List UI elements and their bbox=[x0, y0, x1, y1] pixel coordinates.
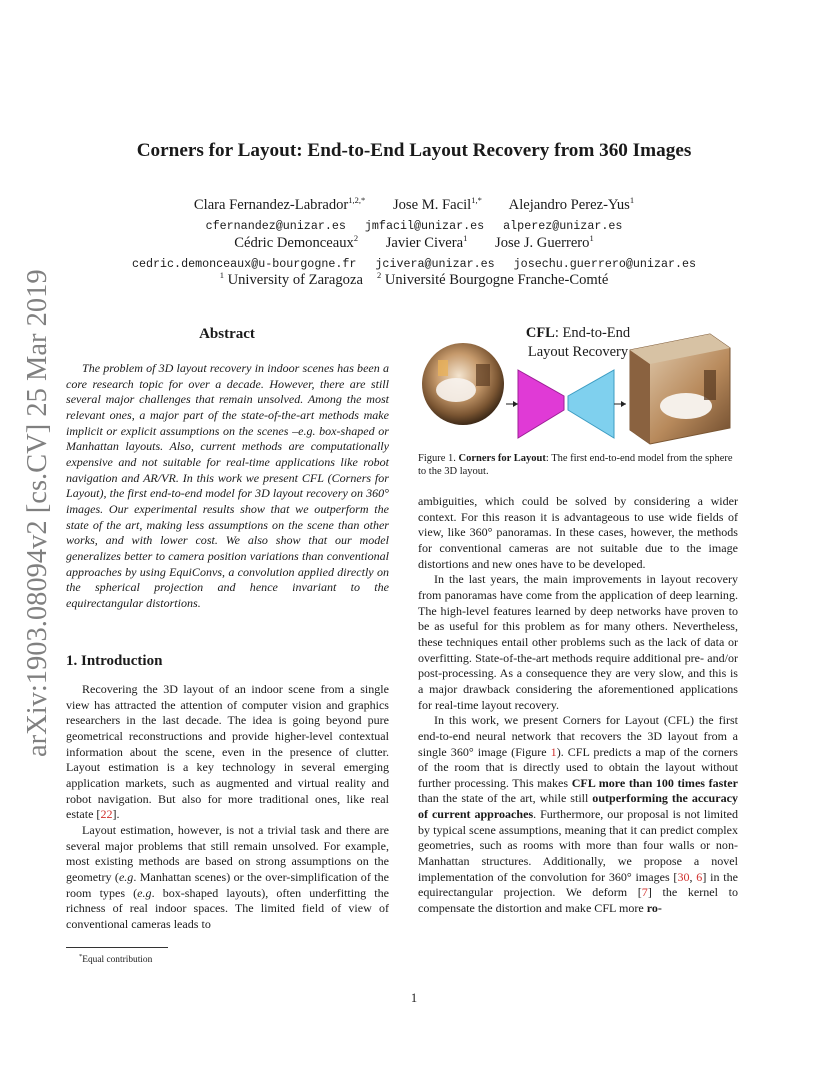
text: . box-shaped layouts), often underfitting the richness of real indoor spaces. The limited field of view of conventional cameras leads to bbox=[66, 885, 389, 931]
text: , bbox=[689, 869, 697, 884]
text: . Furthermore, our proposal is not limited by typical scene assumptions, meaning that it can predict complex geometries, such as rooms with more than four walls or non-Manhattan structures. Additionally, we propose a novel implementation of the convolution for 360° images [ bbox=[418, 807, 738, 884]
author-name: Alejandro Perez-Yus bbox=[508, 196, 630, 213]
citation-link[interactable]: 6 bbox=[696, 869, 703, 884]
email-row-1 bbox=[0, 219, 828, 233]
affiliation-name: Université Bourgogne Franche-Comté bbox=[384, 271, 609, 288]
figure-1-title bbox=[478, 324, 678, 362]
author-email: jmfacil@unizar.es bbox=[364, 219, 485, 233]
author-name: Cédric Demonceaux bbox=[234, 234, 354, 251]
text: Layout estimation, however, is not a trivial task and there are several major problems that still remain unsolved. For example, most existing methods are based on strong assumptions on the geometry ( bbox=[66, 822, 389, 884]
right-paragraph-2: In the last years, the main improvements in layout recovery from panoramas have come from the application of deep learning. The high-level features learned by deep networks have proven to be as useful for this problem as for many others. Nevertheless, these techniques entail other problems such as the lack of data or overfitting. State-of-the-art methods require additional pre- and/or post-processing. As a consequence they are very slow, and this is a major drawback considering the aforementioned applications for real-time layout recovery. bbox=[418, 572, 738, 712]
right-paragraph-3 bbox=[418, 713, 738, 917]
decoder-block bbox=[568, 370, 614, 438]
abstract-text bbox=[66, 361, 389, 612]
author-row-2 bbox=[0, 233, 828, 252]
author-email: jcivera@unizar.es bbox=[375, 257, 495, 271]
affiliation-mark: 2 bbox=[376, 270, 382, 280]
figure-title-line2: Layout Recovery bbox=[527, 344, 629, 360]
sphere-lamp bbox=[438, 360, 448, 376]
text-bold: outperforming the accuracy of current approaches bbox=[418, 791, 738, 822]
citation-link[interactable]: 7 bbox=[641, 885, 648, 900]
author-name: Jose M. Facil bbox=[392, 196, 472, 213]
author-name: Javier Civera bbox=[385, 234, 464, 251]
author-row-1 bbox=[0, 195, 828, 214]
right-column bbox=[418, 494, 738, 917]
caption-rest: : The first end-to-end model from the sphere to the 3D layout. bbox=[418, 453, 733, 478]
abstract-heading: Abstract bbox=[199, 326, 255, 342]
author-affiliation-mark: 1,* bbox=[471, 195, 482, 205]
affiliation-mark: 1 bbox=[219, 270, 224, 280]
author-affiliation-mark: 1,2,* bbox=[348, 195, 366, 205]
intro-paragraph-1 bbox=[66, 682, 389, 823]
intro-column bbox=[66, 682, 389, 933]
text: ). CFL predicts a map of the corners of the room that is directly used to obtain the layout without further processing. This makes bbox=[418, 744, 738, 790]
paper-title: Corners for Layout: End-to-End Layout Recovery from 360 Images bbox=[136, 140, 692, 161]
figure-1-caption bbox=[418, 452, 740, 479]
text-bold: ro- bbox=[646, 901, 662, 916]
author-email: josechu.guerrero@unizar.es bbox=[513, 257, 697, 271]
affiliations bbox=[0, 270, 828, 289]
citation-link[interactable]: 22 bbox=[100, 807, 113, 822]
footnote-text: Equal contribution bbox=[82, 955, 153, 966]
author-affiliation-mark: 1 bbox=[629, 195, 635, 205]
text: Recovering the 3D layout of an indoor scene from a single view has attracted the attention of computer vision and graphics researchers in the last decade. The idea is going beyond pure geometrical reconstructions and provide higher-level contextual information about the scene, even in the presence of clutter. Layout estimation is a key technology in several emerging application markets, such as augmented and virtual reality and robot navigation. But also for more traditional ones, like real estate [ bbox=[66, 682, 389, 822]
figure-title-rest: : End-to-End bbox=[554, 325, 631, 341]
figure-link[interactable]: 1 bbox=[550, 744, 557, 759]
email-row-2 bbox=[0, 257, 828, 271]
author-email: cfernandez@unizar.es bbox=[205, 219, 346, 233]
footnote bbox=[79, 953, 152, 965]
author-name: Jose J. Guerrero bbox=[495, 234, 590, 251]
footnote-rule bbox=[66, 947, 168, 948]
figure-1 bbox=[418, 320, 738, 452]
sphere-door bbox=[476, 364, 490, 386]
author-email: alperez@unizar.es bbox=[503, 219, 623, 233]
caption-prefix: Figure 1. bbox=[418, 453, 456, 464]
author-affiliation-mark: 2 bbox=[353, 233, 359, 243]
text: . Manhattan scenes) or the over-simplification of the room types ( bbox=[66, 869, 389, 900]
author-affiliation-mark: 1 bbox=[463, 233, 468, 243]
text: In this work, we present Corners for Layout (CFL) the first end-to-end neural network that recovers the 3D layout from a single 360° image (Figure bbox=[418, 713, 738, 759]
citation-link[interactable]: 30 bbox=[677, 869, 690, 884]
text: ] the kernel to compensate the distortion and make CFL more bbox=[418, 885, 739, 916]
arrow-in-head bbox=[513, 401, 518, 407]
author-affiliation-mark: 1 bbox=[589, 233, 594, 243]
author-email: cedric.demonceaux@u-bourgogne.fr bbox=[131, 257, 357, 271]
arrow-out-head bbox=[621, 401, 626, 407]
right-paragraph-1: ambiguities, which could be solved by considering a wider context. For this reason it is advantageous to use wide fields of view, like 360° panoramas. In these cases, however, the methods for conventional cameras are not suitable due to the image distortions and new ones have to be developed. bbox=[418, 494, 738, 571]
affiliation-name: University of Zaragoza bbox=[227, 271, 363, 288]
abstract-paragraph: The problem of 3D layout recovery in indoor scenes has been a core research topic for over a decade. However, there are still several major challenges that remain unsolved. Among the most relevant ones, a major part of the state-of-the-art methods make implicit or explicit assumptions on the scenes –e.g. box-shaped or Manhattan layouts. Also, current methods are computationally expensive and not suitable for real-time applications like robot navigation and AR/VR. In this work we present CFL (Corners for Layout), the first end-to-end model for 3D layout recovery on 360° images. Our experimental results show that we outperform the state of the art, making less assumptions on the scene than other works, and with lower cost. We also show that our model generalizes better to camera position variations than conventional approaches by using EquiConvs, a convolution applied directly on the spherical projection and hence invariant to the equirectangular distortions. bbox=[66, 361, 389, 610]
figure-title-bold: CFL bbox=[525, 325, 555, 341]
caption-bold: Corners for Layout bbox=[458, 453, 546, 464]
arxiv-stamp: arXiv:1903.08094v2 [cs.CV] 25 Mar 2019 bbox=[22, 269, 53, 757]
layout-door bbox=[704, 370, 716, 400]
layout-wall-left bbox=[630, 350, 650, 444]
text-italic: e.g bbox=[118, 869, 134, 884]
text: ]. bbox=[112, 807, 120, 822]
intro-paragraph-2 bbox=[66, 823, 389, 933]
page-number: 1 bbox=[410, 991, 418, 1005]
text-bold: CFL more than 100 times faster bbox=[571, 775, 738, 790]
footnote-mark: * bbox=[79, 953, 83, 960]
text: than the state of the art, while still bbox=[418, 791, 593, 806]
text-italic: e.g bbox=[137, 885, 152, 900]
section-heading-introduction: 1. Introduction bbox=[66, 653, 163, 669]
sphere-bed bbox=[436, 378, 476, 402]
text: ] in the equirectangular projection. We deform [ bbox=[418, 869, 738, 900]
encoder-block bbox=[518, 370, 564, 438]
author-name: Clara Fernandez-Labrador bbox=[193, 196, 349, 213]
